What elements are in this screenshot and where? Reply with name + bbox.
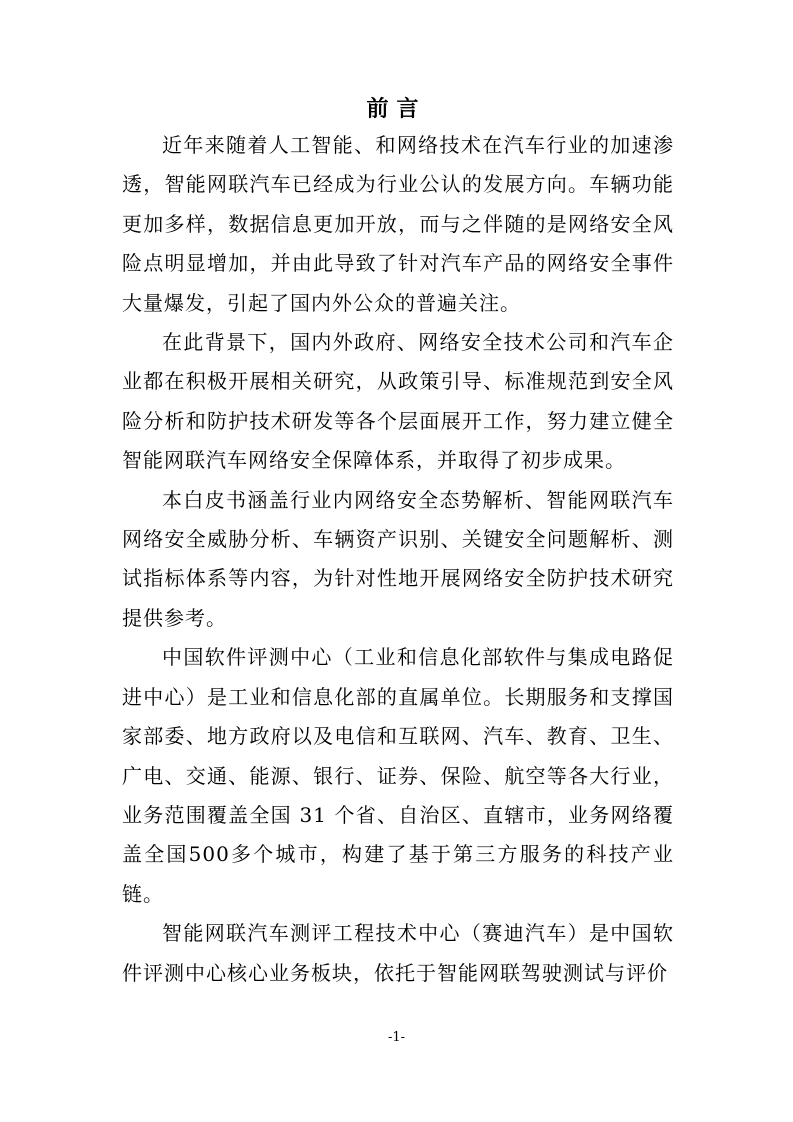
page-title: 前言 xyxy=(366,96,427,122)
body-text xyxy=(122,126,674,993)
paragraph-3: 本白皮书涵盖行业内网络安全态势解析、智能网联汽车网络安全威胁分析、车辆资产识别、关键安全问题解析、测试指标体系等内容，为针对性地开展网络安全防护技术研究提供参考。 xyxy=(122,487,674,630)
paragraph-4: 中国软件评测中心（工业和信息化部软件与集成电路促进中心）是工业和信息化部的直属单位。长期服务和支撑国家部委、地方政府以及电信和互联网、汽车、教育、卫生、广电、交通、能源、银行、证券、保险、航空等各大行业，业务范围覆盖全国 31 个省、自治区、直辖市，业务网络覆盖全国500多个城市，构建了基于第三方服务的科技产业链。 xyxy=(122,645,674,906)
paragraph-5: 智能网联汽车测评工程技术中心（赛迪汽车）是中国软件评测中心核心业务板块，依托于智能网联驾驶测试与评价 xyxy=(122,921,674,985)
paragraph-1: 近年来随着人工智能、和网络技术在汽车行业的加速渗透，智能网联汽车已经成为行业公认的发展方向。车辆功能更加多样，数据信息更加开放，而与之伴随的是网络安全风险点明显增加，并由此导致了针对汽车产品的网络安全事件大量爆发，引起了国内外公众的普遍关注。 xyxy=(122,133,674,315)
paragraph-2: 在此背景下，国内外政府、网络安全技术公司和汽车企业都在积极开展相关研究，从政策引导、标准规范到安全风险分析和防护技术研发等各个层面展开工作，努力建立健全智能网联汽车网络安全保障体系，并取得了初步成果。 xyxy=(122,330,674,473)
page-number: -1- xyxy=(387,1030,406,1045)
